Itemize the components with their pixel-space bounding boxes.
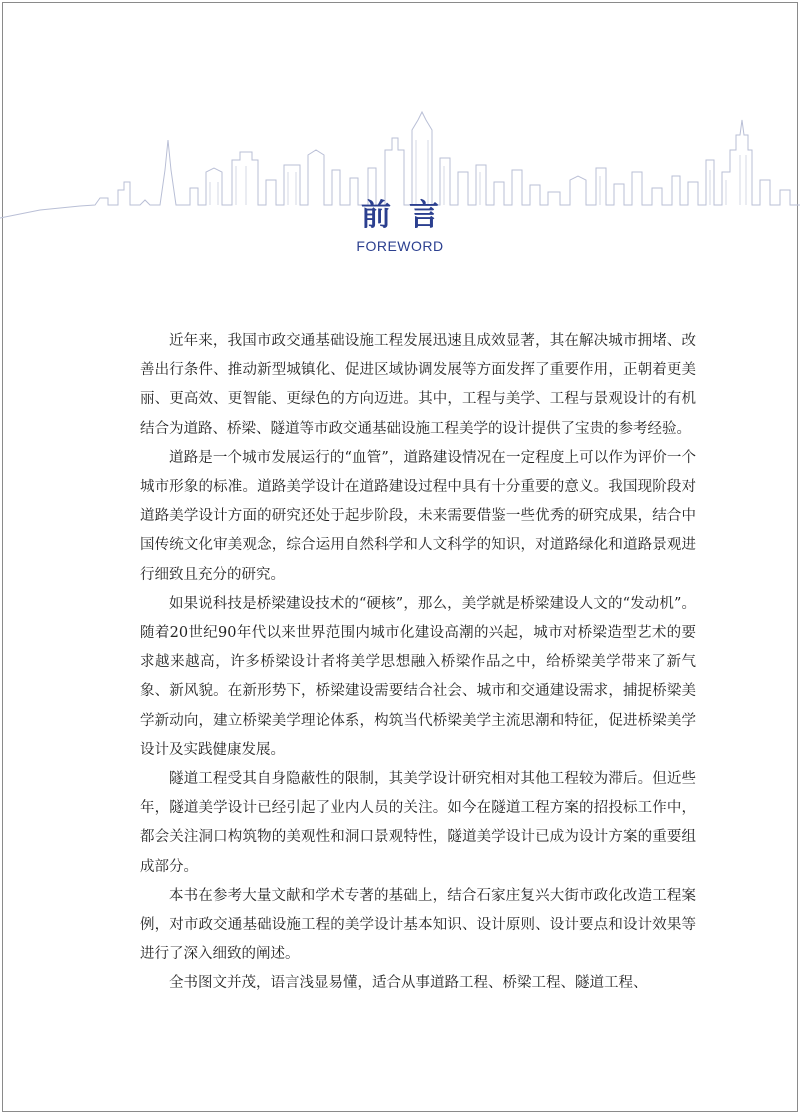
- page-subtitle: FOREWORD: [356, 238, 444, 254]
- paragraph: 隧道工程受其自身隐蔽性的限制，其美学设计研究相对其他工程较为滞后。但近些年，隧道美学设计已经引起了业内人员的关注。如今在隧道工程方案的招投标工作中，都会关注洞口构筑物的美观性和洞口景观特性，隧道美学设计已成为设计方案的重要组成部分。: [140, 771, 696, 875]
- page-title: 前言: [361, 198, 457, 233]
- foreword-body: [140, 327, 696, 999]
- paragraph: 道路是一个城市发展运行的“血管”，道路建设情况在一定程度上可以作为评价一个城市形象的标准。道路美学设计在道路建设过程中具有十分重要的意义。我国现阶段对道路美学设计方面的研究还处于起步阶段，未来需要借鉴一些优秀的研究成果，结合中国传统文化审美观念，综合运用自然科学和人文科学的知识，对道路绿化和道路景观进行细致且充分的研究。: [140, 449, 696, 583]
- paragraph: 本书在参考大量文献和学术专著的基础上，结合石家庄复兴大街市政化改造工程案例，对市政交通基础设施工程的美学设计基本知识、设计原则、设计要点和设计效果等进行了深入细致的阐述。: [140, 887, 696, 963]
- paragraph: 近年来，我国市政交通基础设施工程发展迅速且成效显著，其在解决城市拥堵、改善出行条件、推动新型城镇化、促进区域协调发展等方面发挥了重要作用，正朝着更美丽、更高效、更智能、更绿色的方向迈进。其中，工程与美学、工程与景观设计的有机结合为道路、桥梁、隧道等市政交通基础设施工程美学的设计提供了宝贵的参考经验。: [140, 333, 696, 437]
- paragraph: 如果说科技是桥梁建设技术的“硬核”，那么，美学就是桥梁建设人文的“发动机”。随着20世纪90年代以来世界范围内城市化建设高潮的兴起，城市对桥梁造型艺术的要求越来越高，许多桥梁设计者将美学思想融入桥梁作品之中，给桥梁美学带来了新气象、新风貌。在新形势下，桥梁建设需要结合社会、城市和交通建设需求，捕捉桥梁美学新动向，建立桥梁美学理论体系，构筑当代桥梁美学主流思潮和特征，促进桥梁美学设计及实践健康发展。: [140, 595, 696, 758]
- paragraph: 全书图文并茂，语言浅显易懂，适合从事道路工程、桥梁工程、隧道工程、: [169, 975, 648, 992]
